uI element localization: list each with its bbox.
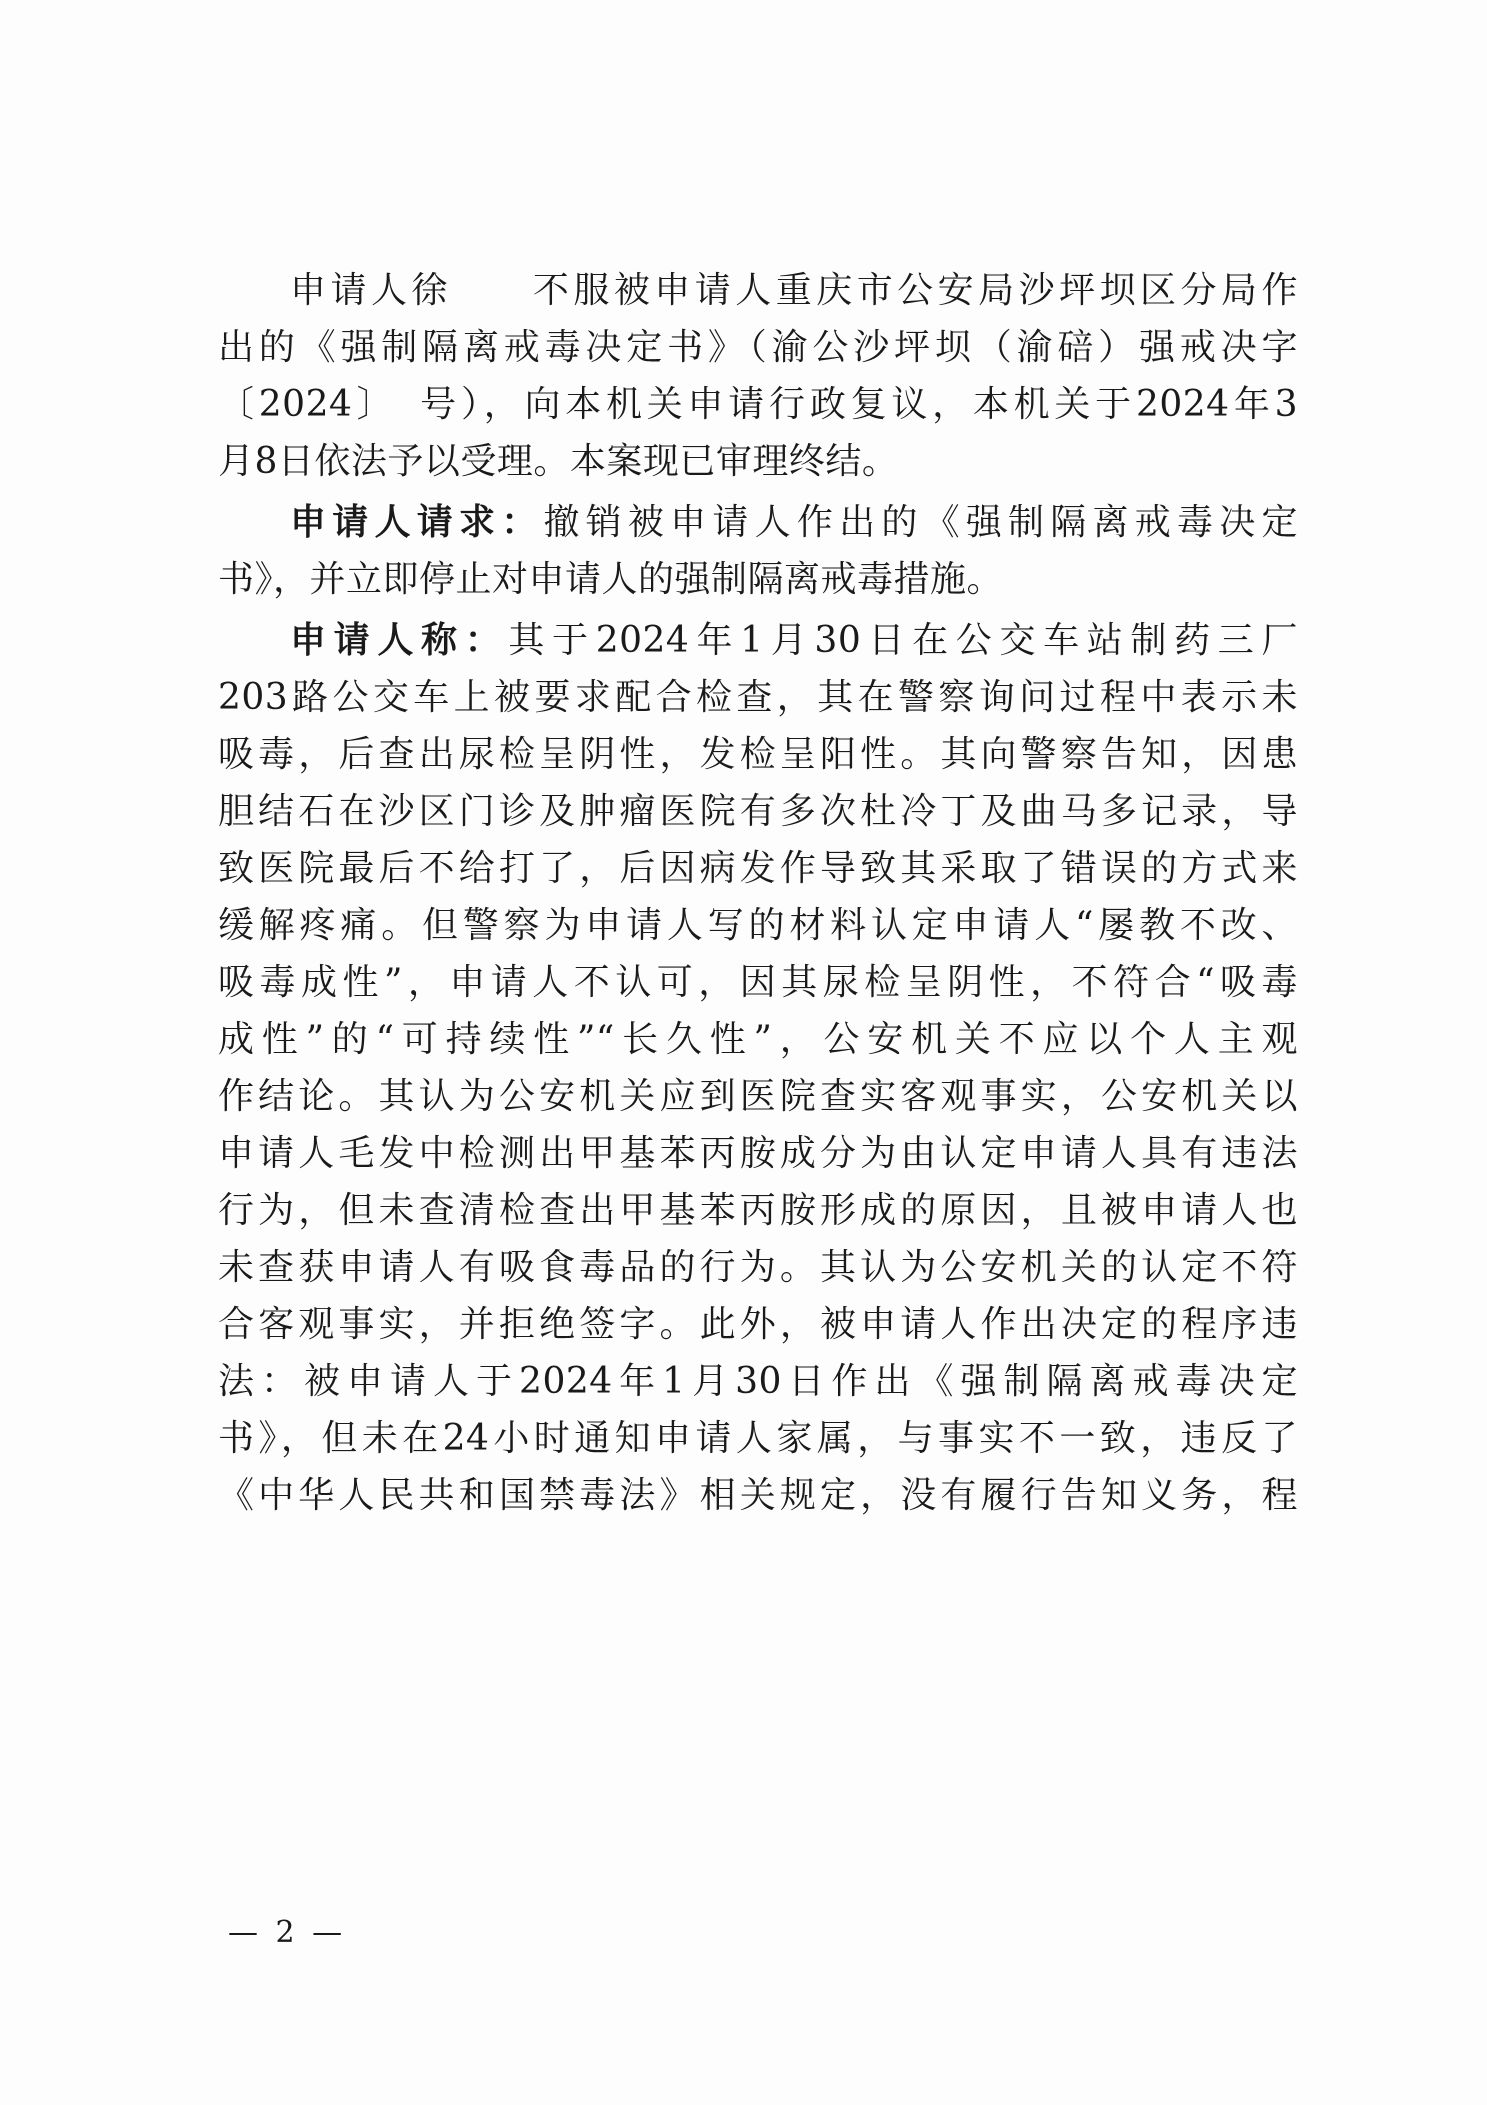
paragraph-line: 申请人徐 不服被申请人重庆市公安局沙坪坝区分局作 [290, 270, 1298, 311]
paragraph-line: 〔2024〕 号），向本机关申请行政复议，本机关于2024年3 [218, 384, 1298, 425]
paragraph-line [218, 612, 1298, 669]
paragraph-line: 203路公交车上被要求配合检查，其在警察询问过程中表示未 [218, 677, 1298, 718]
section-heading-request: 申请人请求： [290, 501, 544, 543]
section-heading-claim: 申请人称： [290, 619, 509, 661]
paragraph-line: 成性”的“可持续性”“长久性”，公安机关不应以个人主观 [218, 1019, 1298, 1060]
paragraph-line: 胆结石在沙区门诊及肿瘤医院有多次杜冷丁及曲马多记录，导 [218, 791, 1298, 832]
paragraph-text: 撤销被申请人作出的《强制隔离戒毒决定 [543, 502, 1298, 543]
paragraph-line: 作结论。其认为公安机关应到医院查实客观事实，公安机关以 [218, 1076, 1298, 1117]
paragraph-line: 吸毒成性”，申请人不认可，因其尿检呈阴性，不符合“吸毒 [218, 962, 1298, 1003]
page-number: — 2 — [228, 1915, 347, 1950]
paragraph-line: 吸毒，后查出尿检呈阴性，发检呈阳性。其向警察告知，因患 [218, 734, 1298, 775]
paragraph-line: 月8日依法予以受理。本案现已审理终结。 [218, 441, 899, 482]
paragraph-line: 合客观事实，并拒绝签字。此外，被申请人作出决定的程序违 [218, 1304, 1298, 1345]
paragraph-line: 法：被申请人于2024年1月30日作出《强制隔离戒毒决定 [218, 1361, 1298, 1402]
paragraph-line: 缓解疼痛。但警察为申请人写的材料认定申请人“屡教不改、 [218, 905, 1298, 946]
paragraph-line: 书》，但未在24小时通知申请人家属，与事实不一致，违反了 [218, 1418, 1298, 1459]
paragraph-line: 书》，并立即停止对申请人的强制隔离戒毒措施。 [218, 559, 1004, 600]
paragraph-line: 行为，但未查清检查出甲基苯丙胺形成的原因，且被申请人也 [218, 1190, 1298, 1231]
paragraph-line: 出的《强制隔离戒毒决定书》（渝公沙坪坝（渝碚）强戒决字 [218, 327, 1298, 368]
paragraph-line: 《中华人民共和国禁毒法》相关规定，没有履行告知义务，程 [218, 1475, 1298, 1516]
paragraph-text: 其于2024年1月30日在公交车站制药三厂 [508, 620, 1298, 661]
paragraph-line [218, 494, 1298, 551]
paragraph-line: 未查获申请人有吸食毒品的行为。其认为公安机关的认定不符 [218, 1247, 1298, 1288]
document-body [218, 262, 1298, 1524]
paragraph-line: 申请人毛发中检测出甲基苯丙胺成分为由认定申请人具有违法 [218, 1133, 1298, 1174]
paragraph-line: 致医院最后不给打了，后因病发作导致其采取了错误的方式来 [218, 848, 1298, 889]
